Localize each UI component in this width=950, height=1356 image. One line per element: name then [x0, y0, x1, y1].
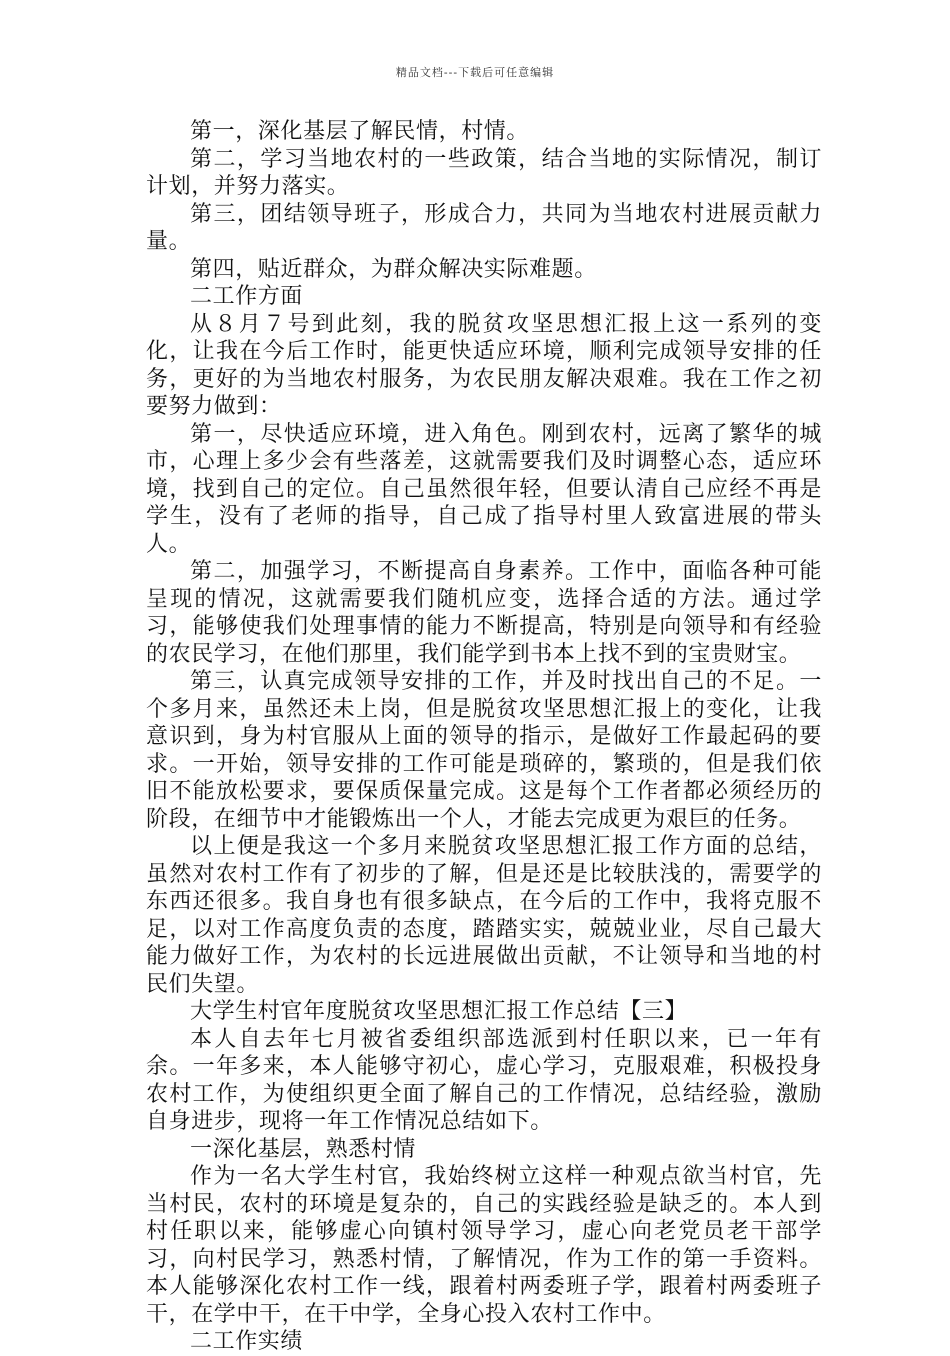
paragraph: 第二，学习当地农村的一些政策，结合当地的实际情况，制订计划，并努力落实。 — [146, 146, 822, 199]
paragraph: 第三，认真完成领导安排的工作，并及时找出自己的不足。一个多月来，虽然还未上岗，但是脱贫攻坚思想汇报上的变化，让我意识到，身为村官服从上面的领导的指示，是做好工作最起码的要求。一开始，领导安排的工作可能是琐碎的，繁琐的，但是我们依旧不能放松要求，要保质保量完成。这是每个工作者都必须经历的阶段，在细节中才能锻炼出一个人，才能去完成更为艰巨的任务。 — [146, 669, 822, 832]
paragraph: 本人自去年七月被省委组织部选派到村任职以来，已一年有余。一年多来，本人能够守初心，虚心学习，克服艰难，积极投身农村工作，为使组织更全面了解自己的工作情况，总结经验，激励自身进步，现将一年工作情况总结如下。 — [146, 1026, 822, 1134]
paragraph: 第二，加强学习，不断提高自身素养。工作中，面临各种可能呈现的情况，这就需要我们随机应变，选择合适的方法。通过学习，能够使我们处理事情的能力不断提高，特别是向领导和有经验的农民学习，在他们那里，我们能学到书本上找不到的宝贵财宝。 — [146, 559, 822, 667]
paragraph: 第四，贴近群众，为群众解决实际难题。 — [190, 256, 597, 282]
paragraph: 第一，尽快适应环境，进入角色。刚到农村，远离了繁华的城市，心理上多少会有些落差，这就需要我们及时调整心态，适应环境，找到自己的定位。自己虽然很年轻，但要认清自己应经不再是学生，没有了老师的指导，自己成了指导村里人致富进展的带头人。 — [146, 421, 822, 557]
page-header: 精品文档---下载后可任意编辑 — [395, 66, 555, 79]
paragraph: 从８月７号到此刻，我的脱贫攻坚思想汇报上这一系列的变化，让我在今后工作时，能更快适应环境，顺利完成领导安排的任务，更好的为当地农村服务，为农民朋友解决艰难。我在工作之初要努力做到： — [146, 311, 822, 419]
document-body — [146, 118, 822, 1356]
paragraph: 第一，深化基层了解民情，村情。 — [190, 119, 530, 144]
section-heading: 二工作方面 — [190, 284, 304, 309]
paragraph: 第三，团结领导班子，形成合力，共同为当地农村进展贡献力量。 — [146, 201, 822, 254]
section-heading: 一深化基层，熟悉村情 — [190, 1136, 417, 1162]
paragraph: 以上便是我这一个多月来脱贫攻坚思想汇报工作方面的总结，虽然对农村工作有了初步的了解，但是还是比较肤浅的，需要学的东西还很多。我自身也有很多缺点，在今后的工作中，我将克服不足，以对工作高度负责的态度，踏踏实实，兢兢业业，尽自己最大能力做好工作，为农村的长远进展做出贡献，不让领导和当地的村民们失望。 — [146, 834, 822, 997]
paragraph: 作为一名大学生村官，我始终树立这样一种观点欲当村官，先当村民，农村的环境是复杂的，自己的实践经验是缺乏的。本人到村任职以来，能够虚心向镇村领导学习，虚心向老党员老干部学习，向村民学习，熟悉村情，了解情况，作为工作的第一手资料。本人能够深化农村工作一线，跟着村两委班子学，跟着村两委班子干，在学中干，在干中学，全身心投入农村工作中。 — [146, 1164, 822, 1327]
article-title: 大学生村官年度脱贫攻坚思想汇报工作总结【三】 — [190, 999, 688, 1024]
section-heading: 二工作实绩 — [190, 1329, 304, 1354]
